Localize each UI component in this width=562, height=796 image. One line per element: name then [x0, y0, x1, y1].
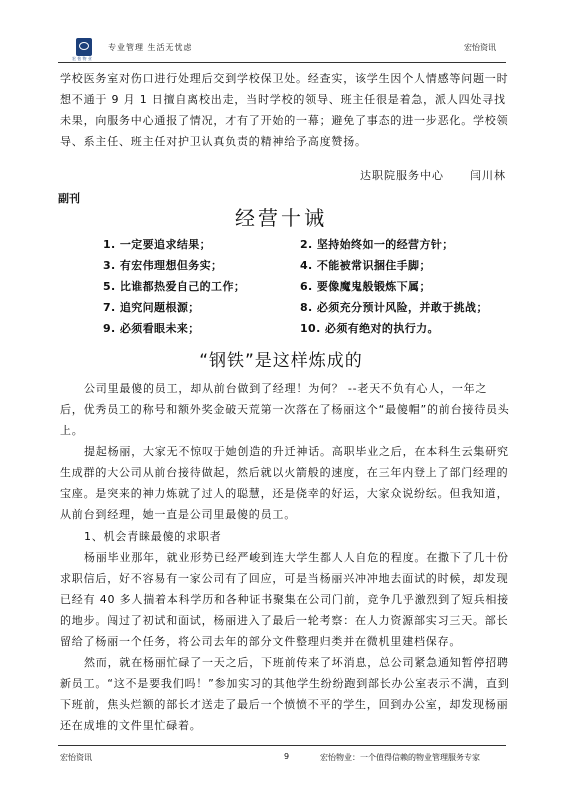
section-tag: 副刊	[58, 192, 80, 205]
footer-publication-name: 宏怡资讯	[60, 753, 92, 762]
commandment-item: 8. 必须充分预计风险，并敢于挑战；	[300, 301, 488, 314]
commandment-item: 2. 坚持始终如一的经营方针；	[300, 238, 454, 251]
company-logo	[76, 38, 92, 56]
page-number: 9	[284, 752, 290, 761]
header-publication-name: 宏怡资讯	[464, 43, 496, 52]
story-paragraph: 杨丽毕业那年，就业形势已经严峻到连大学生都人人自危的程度。在撒下了几十份求职信后，好不容易有一家公司有了回应，可是当杨丽兴冲冲地去面试的时候，却发现已经有 40 多人揣着本科学历和各种证书聚集在公司门前，竞争几乎激烈到了短兵相接的地步。闯过了初试和面试，杨丽进入了最后一轮考察：在人力资源部实习三天。部长留给了杨丽一个任务，将公司去年的部分文件整理归类并在微机里建档保存。	[60, 551, 509, 648]
story-subheading: 1、机会青睐最傻的求职者	[84, 530, 222, 543]
logo-emblem	[79, 42, 89, 50]
commandment-item: 10. 必须有绝对的执行力。	[300, 322, 439, 335]
header-divider	[58, 62, 506, 63]
story-paragraph: 公司里最傻的员工，却从前台做到了经理！为何？ --老天不负有心人，一年之后，优秀员工的称号和额外奖金破天荒第一次落在了杨丽这个“最傻帽”的前台接待员头上。	[60, 382, 510, 437]
article-title-ten-commandments: 经营十诫	[235, 206, 327, 230]
footer-slogan: 宏怡物业：一个值得信赖的物业管理服务专家	[320, 753, 480, 762]
intro-paragraph: 学校医务室对伤口进行处理后交到学校保卫处。经查实，该学生因个人情感等问题一时想不通于 9 月 1 日擅自离校出走，当时学校的领导、班主任很是着急，派人四处寻找未果，向服务中心通报了情况，才有了开始的一幕；避免了事态的进一步恶化。学校领导、系主任、班主任对护卫认真负责的精神给予高度赞扬。	[60, 72, 509, 148]
commandment-item: 4. 不能被常识捆住手脚；	[300, 259, 431, 272]
footer-divider	[58, 745, 506, 746]
commandment-item: 6. 要像魔鬼般锻炼下属；	[300, 280, 431, 293]
story-paragraph: 提起杨丽，大家无不惊叹于她创造的升迁神话。高职毕业之后，在本科生云集研究生成群的大公司从前台接待做起，然后就以火箭般的速度，在三年内登上了部门经理的宝座。是突来的神力炼就了过人的聪慧，还是侥幸的好运，大家众说纷纭。但我知道，从前台到经理，她一直是公司里最傻的员工。	[60, 445, 509, 521]
commandment-item: 9. 必须看眼未来；	[103, 322, 200, 335]
article-title-steel: “钢铁”是这样炼成的	[199, 351, 363, 371]
story-paragraph: 然而，就在杨丽忙碌了一天之后，下班前传来了坏消息，总公司紧急通知暂停招聘新员工。“这不是要我们吗！”参加实习的其他学生纷纷跑到部长办公室表示不满，直到下班前，焦头烂额的部长才送走了最后一个愤愤不平的学生，回到办公室，却发现杨丽还在成堆的文件里忙碌着。	[60, 656, 510, 732]
signature-organization: 达职院服务中心	[360, 169, 444, 182]
page-header	[58, 34, 506, 60]
commandment-item: 7. 追究问题根源；	[103, 301, 200, 314]
header-slogan: 专业管理 生活无忧虑	[108, 43, 193, 52]
commandment-item: 1. 一定要追求结果；	[103, 238, 212, 251]
logo-text: 宏 怡 物 业	[72, 56, 92, 61]
signature-author: 闫川林	[470, 169, 506, 182]
commandment-item: 3. 有宏伟理想但务实；	[103, 259, 223, 272]
commandment-item: 5. 比谁都热爱自己的工作；	[103, 280, 246, 293]
